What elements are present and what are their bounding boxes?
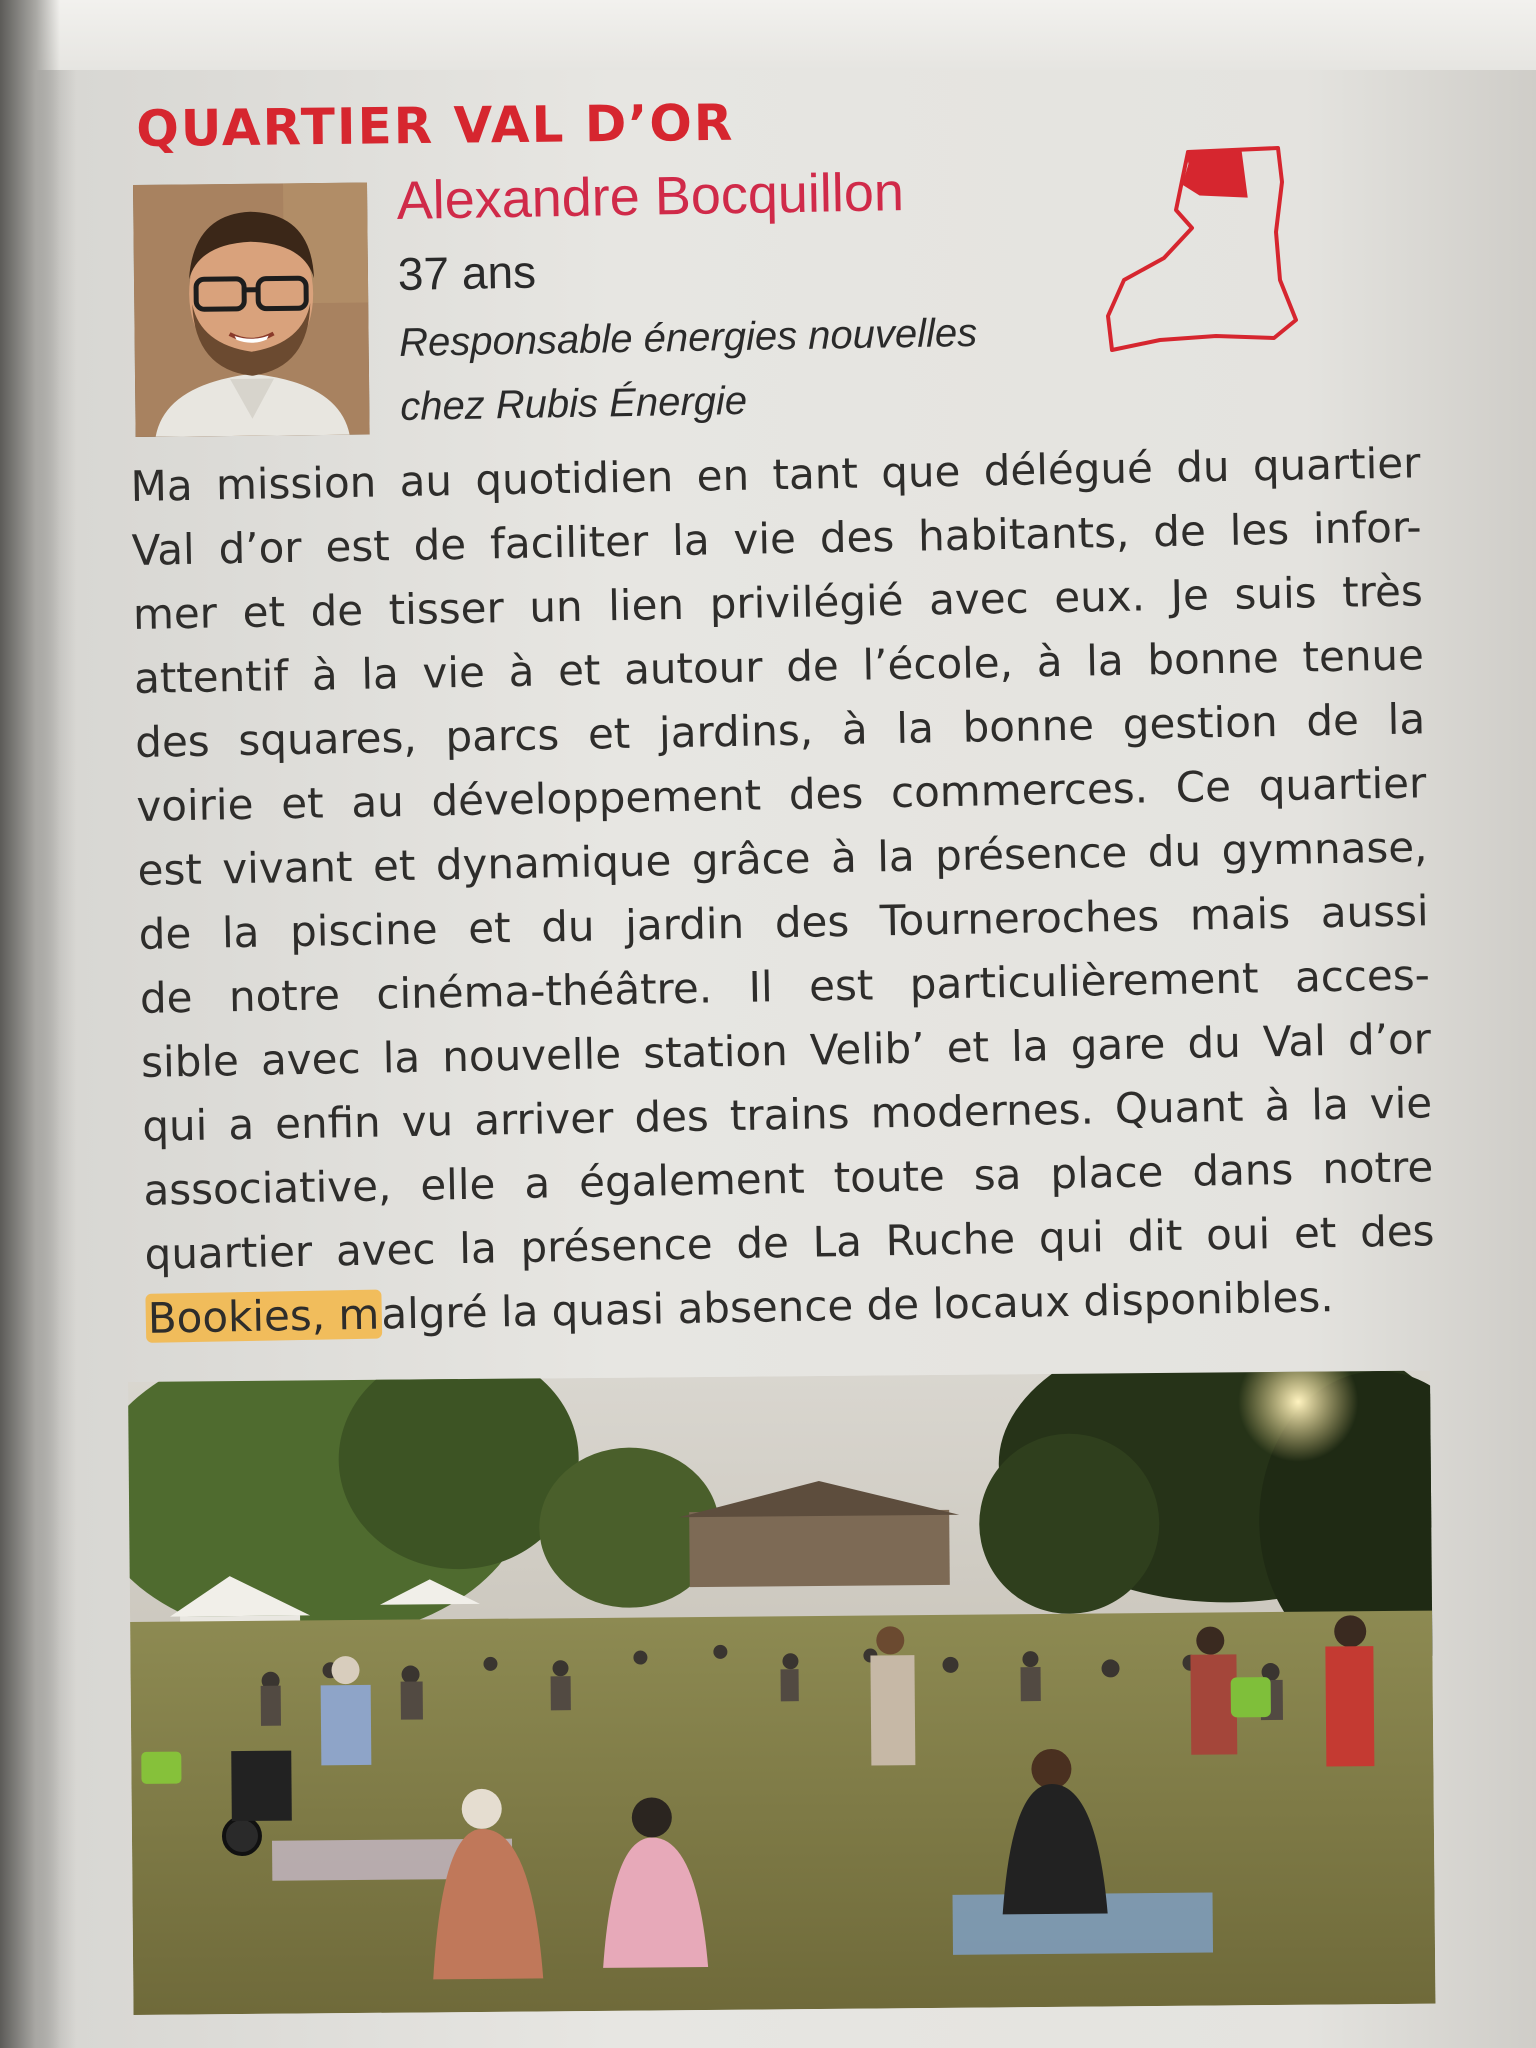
- person-age: 37 ans: [397, 245, 537, 300]
- body-line: voirie et au développement des commerces. Ce quartier: [135, 758, 1427, 831]
- park-event-photo: [128, 1371, 1435, 2015]
- body-line: associative, elle a également toute sa place dans notre: [143, 1142, 1434, 1215]
- person-name: Alexandre Bocquillon: [396, 162, 905, 231]
- district-map-outline-icon: [1100, 140, 1320, 380]
- body-line: de la piscine et du jardin des Tourneroches mais aussi: [138, 886, 1430, 959]
- body-line: de notre cinéma-théâtre. Il est particulièrement acces-: [139, 950, 1431, 1023]
- person-role-line1: Responsable énergies nouvelles: [398, 310, 978, 365]
- portrait-illustration: [133, 183, 370, 437]
- highlighted-text: Bookies, m: [147, 1289, 380, 1343]
- body-line: mer et de tisser un lien privilégié avec eux. Je suis très: [132, 566, 1424, 639]
- body-line: Ma mission au quotidien en tant que délégué du quartier: [130, 438, 1421, 511]
- body-line: Val d’or est de faciliter la vie des habitants, de les infor-: [131, 502, 1422, 575]
- article-body: [130, 431, 1446, 1351]
- body-line: est vivant et dynamique grâce à la présence du gymnase,: [137, 822, 1428, 895]
- portrait-photo: [133, 183, 370, 437]
- person-identity: [396, 153, 1081, 439]
- body-line: sible avec la nouvelle station Velib’ et la gare du Val d’or: [140, 1014, 1432, 1087]
- binding-shadow: [0, 0, 60, 2048]
- section-title: QUARTIER VAL D’OR: [136, 93, 735, 158]
- body-line: des squares, parcs et jardins, à la bonne gestion de la: [134, 694, 1426, 767]
- body-line: quartier avec la présence de La Ruche qui dit oui et des: [144, 1206, 1435, 1279]
- park-crowd-illustration: [128, 1371, 1435, 2015]
- body-line: qui a enfin vu arriver des trains modernes. Quant à la vie: [141, 1078, 1433, 1151]
- page-top-margin: [0, 0, 1536, 70]
- body-last-line-rest: algré la quasi absence de locaux disponibles.: [380, 1272, 1335, 1339]
- person-role-line2: chez Rubis Énergie: [399, 378, 748, 429]
- body-line: attentif à la vie à et autour de l’école, à la bonne tenue: [133, 630, 1425, 703]
